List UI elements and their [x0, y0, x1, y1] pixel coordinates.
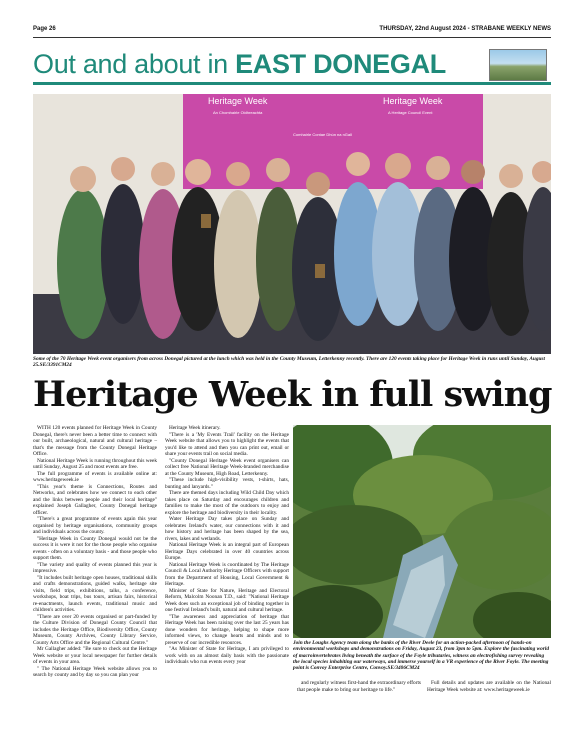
paragraph: Full details and updates are available on the National Heritage Week website at: www.heritageweek.ie [427, 680, 551, 693]
backdrop-sign-1: Heritage Week [208, 96, 268, 106]
header-rule [33, 37, 551, 38]
paragraph: "County Donegal Heritage Week event organisers can collect free National Heritage Week-branded merchandise at the County Museum, High Road, Letterkenny. [165, 457, 289, 477]
group-photo-illustration [33, 94, 551, 354]
paragraph: Water Heritage Day takes place on Sunday and celebrates Ireland's water, our connections with it and how history and heritage has been shaped by the sea, rivers, lakes and wetlands. [165, 516, 289, 542]
paragraph: WITH 120 events planned for Heritage Week in County Donegal, there's never been a better time to connect with our built, archaeological, natural and cultural heritage – that's the message from the County Donegal Heritage Office. [33, 425, 157, 457]
photo-caption: Some of the 70 Heritage Week event organisers from across Donegal pictured at the lunch which was held in the County Museum, Letterkenny recently. There are 120 events taking place for Heritage Week in runs until Sunday, August 25.SE/3391CM24 [33, 356, 545, 369]
paragraph: "Heritage Week in County Donegal would not be the success it is were it not for the those people who organise events - often on a voluntary basis - and those people who support them. [33, 535, 157, 561]
paragraph: National Heritage Week is an integral part of European Heritage Days celebrated in over 40 countries across Europe. [165, 542, 289, 561]
paragraph: Heritage Week itinerary. [169, 425, 221, 431]
backdrop-sign-5: An Chomhairle Oidhreachta [213, 110, 263, 115]
paragraph: "The awareness and appreciation of heritage that Heritage Week has been raising over the last 25 years has done wonders for heritage, helping to shape more informed views, to change hearts and minds and to preserve of our incredible resources. [165, 613, 289, 646]
river-photo-caption: Join the Loughs Agency team along the banks of the River Deele for an action-packed afternoon of hands-on environmental workshops and demonstrations on Friday, August 23, from 3pm to 5pm. Explore the fascinating world of macroinvertebrates living beneath the surface of the Foyle tributaries, witness an electrofishing survey revealing the local species inhabiting our waterways, and immerse yourself in a VR experience of the River Foyle. The meeting point is Convoy Enterprise Centre, Convoy.SE/3406CM24 [293, 640, 549, 672]
paragraph: " The National Heritage Week website allows you to search by county and by day so you can plan your [33, 665, 157, 678]
article-column-2 [165, 425, 289, 666]
paragraph: "These include high-visibility vests, t-shirts, hats, bunting and lanyards." [165, 477, 289, 490]
paragraph: "This year's theme is Connections, Routes and Networks, and celebrates how we connect to each other and the links between people and their local heritage" explained Joseph Gallagher, County Donegal heritage officer. [33, 483, 157, 516]
paragraph: "As Minister of State for Heritage, I am privileged to work with on an almost daily basis with the passionate individuals who run events every year [165, 646, 289, 665]
paragraph: "There are over 20 events organised or part-funded by the Culture Division of Donegal County Council that includes the Heritage Office, Biodiversity Office, County Museum, County Archives, County Library Service, County Arts Office and the Regional Cultural Centre." [33, 613, 157, 646]
page-number: Page 26 [33, 26, 56, 32]
paragraph: "The variety and quality of events planned this year is impressive. [33, 561, 157, 574]
paragraph: Minister of State for Nature, Heritage and Electoral Reform, Malcolm Noonan T.D., said: "National Heritage Week does such an exceptional job of binding together in one festival Ireland's built, natural and cultural heritage. [165, 587, 289, 613]
backdrop-sign-2: Heritage Week [383, 96, 443, 106]
paragraph: and regularly witness first-hand the extraordinary efforts that people make to bring our heritage to life." [297, 680, 421, 693]
paragraph: There are themed days including Wild Child Day which takes place on Saturday and encourages children and families to make the most of the outdoors to enjoy and explore the heritage and biodiversity in their locality. [165, 490, 289, 516]
article-column-4 [427, 680, 551, 693]
paragraph: National Heritage Week is running throughout this week until Sunday, August 25 and most events are free. [33, 457, 157, 470]
paragraph: "There is a 'My Events Trail' facility on the Heritage Week website that allows you to highlight the events that you'd like to attend and then you can print out, email or share your events trail on social media. [165, 431, 289, 457]
paragraph: "It includes built heritage open houses, traditional skills and crafts demonstrations, guided walks, heritage site visits, field trips, exhibitions, talks, a conference, workshops, boat trips, bus tours, artisan fairs, historical re-enactments, launch events, traditional music and children's activities. [33, 574, 157, 613]
section-title-highlight: EAST DONEGAL [235, 49, 446, 79]
river-photo-illustration [293, 425, 551, 638]
section-title [33, 49, 446, 80]
banner-landscape-thumbnail [489, 49, 547, 81]
page-header [33, 26, 551, 36]
group-photo [33, 94, 551, 354]
section-title-lead: Out and about in [33, 49, 236, 79]
article-headline: Heritage Week in full swing [33, 374, 552, 415]
section-banner [33, 45, 551, 85]
backdrop-sign-3: A Heritage Council Event [388, 110, 433, 115]
article-column-3 [297, 680, 421, 693]
paragraph: National Heritage Week is coordinated by The Heritage Council & Local Authority Heritage Officers with support from the Department of Housing, Local Government & Heritage. [165, 561, 289, 587]
dateline: THURSDAY, 22nd August 2024 - STRABANE WEEKLY NEWS [379, 26, 551, 32]
article-column-1 [33, 425, 157, 679]
paragraph: "There's a great programme of events again this year organised by heritage organisations, community groups and individuals across the county. [33, 516, 157, 535]
river-photo [293, 425, 551, 638]
paragraph: Mr Gallagher added: "Be sure to check out the Heritage Week website or your local newspaper for further details of events in your area. [33, 646, 157, 665]
banner-underline [33, 82, 551, 85]
backdrop-sign-4: Comhairle Contae Dhún na nGall [293, 132, 352, 137]
paragraph: The full programme of events is available online at: www.heritageweek.ie [33, 470, 157, 483]
